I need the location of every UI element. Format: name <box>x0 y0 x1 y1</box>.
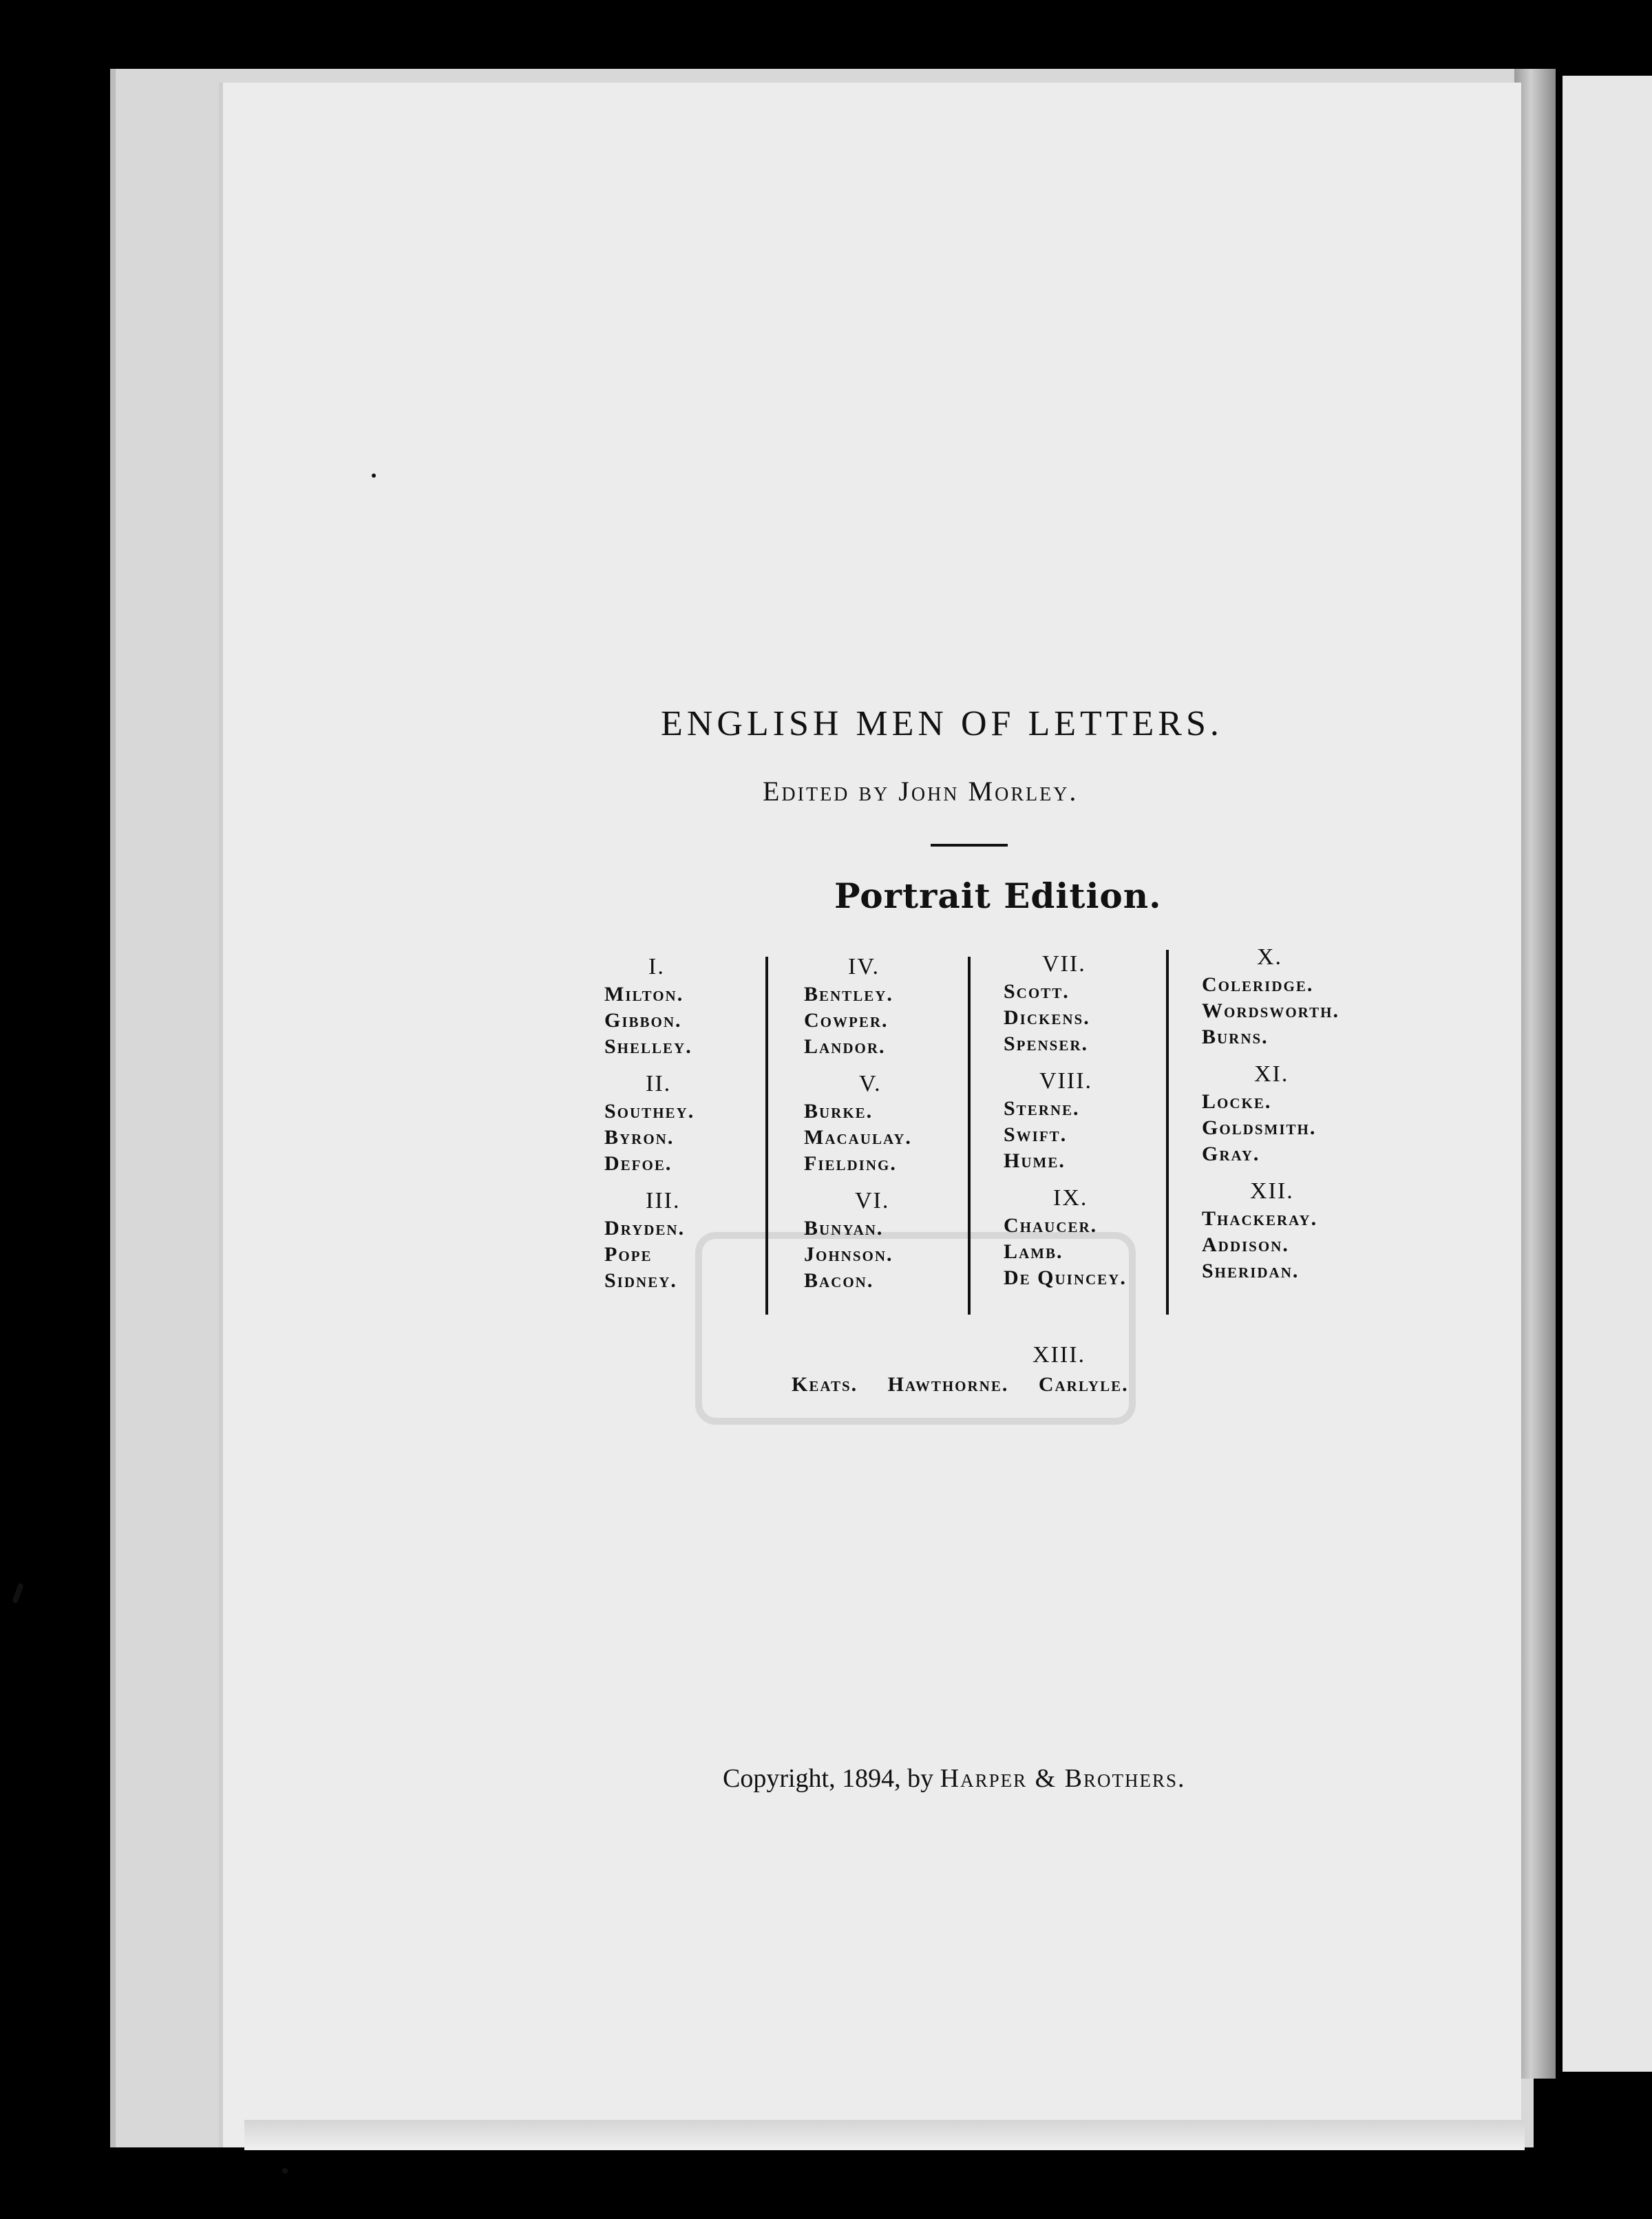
author-name: Hawthorne. <box>887 1373 1009 1396</box>
author-name: Chaucer. <box>1004 1214 1098 1237</box>
volume-numeral: XII. <box>1250 1178 1294 1204</box>
author-name: Defoe. <box>604 1152 673 1175</box>
facing-page-edge <box>1563 76 1652 2072</box>
volume-numeral: III. <box>646 1188 681 1213</box>
volume-group <box>1202 943 1381 1050</box>
volume-group <box>1004 1184 1162 1291</box>
author-name: Spenser. <box>1004 1032 1089 1055</box>
author-name: Bentley. <box>804 983 893 1006</box>
author-name: Wordsworth. <box>1202 999 1339 1022</box>
final-volume-authors <box>792 1373 1152 1397</box>
author-name: Southey. <box>604 1100 695 1123</box>
volume-numeral: VII. <box>1042 951 1086 977</box>
author-name: Gray. <box>1202 1143 1260 1165</box>
copyright-line <box>723 1763 1186 1794</box>
author-name: Sidney. <box>604 1269 677 1292</box>
author-name: Locke. <box>1202 1090 1272 1113</box>
author-name: Thackeray. <box>1202 1207 1318 1230</box>
volume-group <box>804 953 955 1060</box>
volume-group <box>804 1187 955 1294</box>
author-name: Dryden. <box>604 1217 686 1240</box>
volume-numeral: V. <box>859 1071 882 1096</box>
volume-column-4 <box>1202 943 1381 1294</box>
volume-group <box>1004 950 1162 1057</box>
column-divider <box>765 957 768 1315</box>
author-name: Milton. <box>604 983 684 1006</box>
author-name: Sheridan. <box>1202 1260 1300 1282</box>
author-name: Bunyan. <box>804 1217 884 1240</box>
publisher-name: Harper & Brothers. <box>940 1764 1186 1793</box>
author-name: Carlyle. <box>1038 1373 1129 1396</box>
author-name: Burke. <box>804 1100 873 1123</box>
volume-group <box>604 953 756 1060</box>
editor-line: Edited by John Morley. <box>763 776 1079 807</box>
author-name: De Quincey. <box>1004 1266 1127 1289</box>
author-name: Shelley. <box>604 1035 692 1058</box>
author-name: Dickens. <box>1004 1006 1090 1029</box>
copyright-text: Copyright, 1894, by <box>723 1764 934 1793</box>
volume-numeral: I. <box>648 954 665 979</box>
author-name: Addison. <box>1202 1233 1289 1256</box>
author-name: Hume. <box>1004 1149 1066 1172</box>
page-bottom-edge <box>244 2120 1525 2150</box>
volume-numeral: IV. <box>848 954 880 979</box>
author-name: Scott. <box>1004 980 1070 1003</box>
volume-group <box>604 1070 756 1177</box>
author-name: Burns. <box>1202 1026 1269 1048</box>
volume-group <box>1202 1060 1381 1167</box>
author-name: Fielding. <box>804 1152 897 1175</box>
volume-numeral: II. <box>646 1071 672 1096</box>
edition-heading: Portrait Edition. <box>834 875 1162 916</box>
volume-column-3 <box>1004 950 1162 1301</box>
author-name: Byron. <box>604 1126 675 1149</box>
column-divider <box>1166 950 1169 1315</box>
author-name: Bacon. <box>804 1269 874 1292</box>
author-name: Gibbon. <box>604 1009 682 1032</box>
author-name: Coleridge. <box>1202 973 1314 996</box>
column-divider <box>968 957 971 1315</box>
series-title: ENGLISH MEN OF LETTERS. <box>661 704 1223 743</box>
author-name: Cowper. <box>804 1009 889 1032</box>
scan-speck <box>282 2168 288 2174</box>
volume-column-2 <box>804 953 955 1304</box>
author-name: Pope <box>604 1243 653 1266</box>
author-name: Landor. <box>804 1035 886 1058</box>
scan-speck <box>372 474 376 478</box>
volume-numeral: XI. <box>1254 1061 1289 1087</box>
volume-numeral: X. <box>1257 944 1283 970</box>
volume-column-1 <box>604 953 756 1304</box>
volume-numeral: XIII. <box>1032 1342 1086 1368</box>
volume-group <box>1004 1067 1162 1174</box>
volume-group <box>604 1187 756 1294</box>
author-name: Macaulay. <box>804 1126 912 1149</box>
author-name: Johnson. <box>804 1243 893 1266</box>
author-name: Lamb. <box>1004 1240 1063 1263</box>
volume-group <box>804 1070 955 1177</box>
volume-numeral: VIII. <box>1039 1068 1093 1094</box>
author-name: Sterne. <box>1004 1097 1080 1120</box>
volume-numeral: IX. <box>1053 1185 1088 1211</box>
author-name: Goldsmith. <box>1202 1116 1317 1139</box>
author-name: Keats. <box>792 1373 858 1396</box>
volume-group <box>1202 1177 1381 1284</box>
title-rule <box>931 844 1008 847</box>
scan-speck <box>12 1583 24 1604</box>
volume-numeral: VI. <box>855 1188 890 1213</box>
author-name: Swift. <box>1004 1123 1068 1146</box>
